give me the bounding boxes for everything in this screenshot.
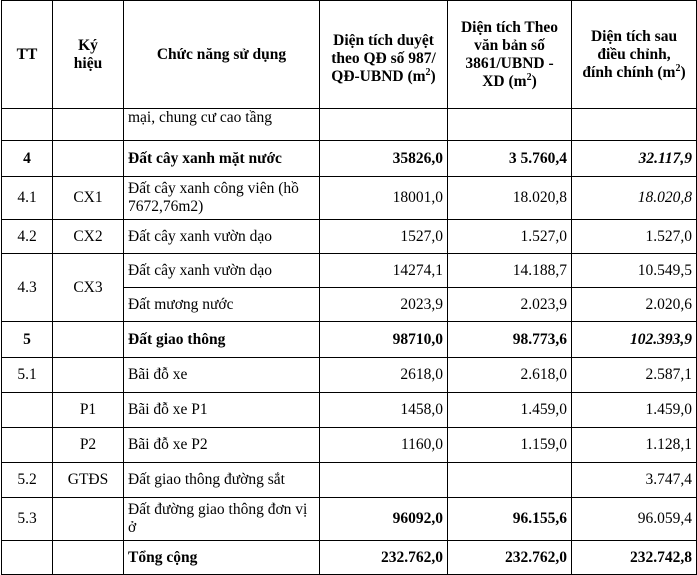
table-row xyxy=(2,393,697,428)
cell-dt-dieu-chinh: 96.059,4 xyxy=(572,498,697,541)
cell-dt-duyet: 232.762,0 xyxy=(320,541,448,575)
cell-ky-hieu xyxy=(53,498,124,541)
table-row xyxy=(2,177,697,220)
cell-name: Tổng cộng xyxy=(124,541,320,575)
cell-dt-dieu-chinh: 10.549,5 xyxy=(572,254,697,288)
table-row xyxy=(2,463,697,498)
table-row xyxy=(2,109,697,141)
cell-tt: 4.1 xyxy=(2,177,53,220)
cell-name: Đất giao thông xyxy=(124,322,320,358)
cell-dt-dieu-chinh: 2.020,6 xyxy=(572,288,697,322)
cell-tt: 4 xyxy=(2,141,53,177)
header-dt-sau-dieu-chinh xyxy=(572,1,697,109)
cell-tt: 5.3 xyxy=(2,498,53,541)
cell-name: Đất mương nước xyxy=(124,288,320,322)
cell-dt-van-ban: 18.020,8 xyxy=(448,177,572,220)
cell-ky-hieu: CX3 xyxy=(53,254,124,322)
cell-dt-dieu-chinh: 232.742,8 xyxy=(572,541,697,575)
cell-name: Bãi đỗ xe P2 xyxy=(124,428,320,463)
header-chuc-nang: Chức năng sử dụng xyxy=(124,1,320,109)
cell-ky-hieu xyxy=(53,141,124,177)
header-dt-theo-van-ban xyxy=(448,1,572,109)
unit-close: ) xyxy=(430,67,436,85)
header-tt: TT xyxy=(2,1,53,109)
unit-superscript: 2 xyxy=(526,71,532,83)
header-dt-theo-van-ban-text: Diện tích Theo văn bản số 3861/UBND -XD (m xyxy=(460,18,559,90)
table-row xyxy=(2,428,697,463)
cell-tt xyxy=(2,428,53,463)
cell-dt-duyet: 14274,1 xyxy=(320,254,448,288)
cell-dt-duyet: 98710,0 xyxy=(320,322,448,358)
cell-ky-hieu: CX1 xyxy=(53,177,124,220)
cell-tt: 5 xyxy=(2,322,53,358)
unit-close: ) xyxy=(531,72,537,90)
cell-dt-van-ban: 3 5.760,4 xyxy=(448,141,572,177)
cell-tt: 5.2 xyxy=(2,463,53,498)
cell-tt xyxy=(2,541,53,575)
cell-dt-dieu-chinh: 3.747,4 xyxy=(572,463,697,498)
cell-ky-hieu: GTĐS xyxy=(53,463,124,498)
header-dt-sau-dieu-chinh-text: Diện tích sau điều chỉnh, đính chính (m xyxy=(582,27,678,81)
cell-dt-duyet: 18001,0 xyxy=(320,177,448,220)
cell-dt-duyet: 1527,0 xyxy=(320,220,448,254)
cell-dt-dieu-chinh: 1.459,0 xyxy=(572,393,697,428)
cell-dt-duyet: 1458,0 xyxy=(320,393,448,428)
cell-dt-dieu-chinh: 32.117,9 xyxy=(572,141,697,177)
cell-dt-dieu-chinh: 102.393,9 xyxy=(572,322,697,358)
land-use-table xyxy=(1,0,697,575)
table-row xyxy=(2,141,697,177)
cell-ky-hieu xyxy=(53,322,124,358)
unit-close: ) xyxy=(680,63,686,81)
table-row xyxy=(2,498,697,541)
cell-ky-hieu: P2 xyxy=(53,428,124,463)
cell-dt-van-ban: 2.618,0 xyxy=(448,358,572,393)
cell-tt: 5.1 xyxy=(2,358,53,393)
cell-dt-van-ban: 1.459,0 xyxy=(448,393,572,428)
cell-name: Đất cây xanh mặt nước xyxy=(124,141,320,177)
header-row xyxy=(2,1,697,109)
table-row xyxy=(2,358,697,393)
cell-ky-hieu xyxy=(53,541,124,575)
cell-dt-duyet xyxy=(320,109,448,141)
total-row xyxy=(2,541,697,575)
cell-dt-duyet: 2618,0 xyxy=(320,358,448,393)
cell-name: Bãi đỗ xe P1 xyxy=(124,393,320,428)
cell-dt-van-ban xyxy=(448,463,572,498)
cell-name: Đất cây xanh vườn dạo xyxy=(124,254,320,288)
cell-dt-van-ban: 232.762,0 xyxy=(448,541,572,575)
cell-dt-dieu-chinh: 18.020,8 xyxy=(572,177,697,220)
cell-dt-duyet: 96092,0 xyxy=(320,498,448,541)
table-row xyxy=(2,220,697,254)
cell-dt-dieu-chinh xyxy=(572,109,697,141)
cell-dt-duyet xyxy=(320,463,448,498)
cell-tt xyxy=(2,393,53,428)
cell-ky-hieu: P1 xyxy=(53,393,124,428)
cell-dt-van-ban: 1.159,0 xyxy=(448,428,572,463)
cell-dt-duyet: 2023,9 xyxy=(320,288,448,322)
cell-name: mại, chung cư cao tầng xyxy=(124,109,320,141)
cell-ky-hieu xyxy=(53,109,124,141)
cell-name: Đất giao thông đường sắt xyxy=(124,463,320,498)
cell-dt-dieu-chinh: 1.527,0 xyxy=(572,220,697,254)
cell-dt-duyet: 1160,0 xyxy=(320,428,448,463)
cell-dt-van-ban xyxy=(448,109,572,141)
cell-dt-van-ban: 2.023,9 xyxy=(448,288,572,322)
cell-dt-dieu-chinh: 1.128,1 xyxy=(572,428,697,463)
cell-tt: 4.2 xyxy=(2,220,53,254)
cell-tt xyxy=(2,109,53,141)
cell-dt-duyet: 35826,0 xyxy=(320,141,448,177)
cell-dt-van-ban: 96.155,6 xyxy=(448,498,572,541)
header-dt-duyet xyxy=(320,1,448,109)
header-ky-hieu: Ký hiệu xyxy=(53,1,124,109)
cell-name: Đất cây xanh vườn dạo xyxy=(124,220,320,254)
table-row xyxy=(2,322,697,358)
cell-dt-van-ban: 98.773,6 xyxy=(448,322,572,358)
cell-dt-van-ban: 14.188,7 xyxy=(448,254,572,288)
cell-ky-hieu: CX2 xyxy=(53,220,124,254)
cell-dt-van-ban: 1.527,0 xyxy=(448,220,572,254)
table-row xyxy=(2,254,697,288)
cell-name: Đất đường giao thông đơn vị ở xyxy=(124,498,320,541)
header-dt-duyet-text: Diện tích duyệt theo QĐ số 987/ QĐ-UBND (m xyxy=(331,31,436,85)
cell-ky-hieu xyxy=(53,358,124,393)
cell-dt-dieu-chinh: 2.587,1 xyxy=(572,358,697,393)
cell-name: Đất cây xanh công viên (hồ 7672,76m2) xyxy=(124,177,320,220)
cell-name: Bãi đỗ xe xyxy=(124,358,320,393)
unit-superscript: 2 xyxy=(425,66,431,78)
cell-tt: 4.3 xyxy=(2,254,53,322)
unit-superscript: 2 xyxy=(675,62,681,74)
